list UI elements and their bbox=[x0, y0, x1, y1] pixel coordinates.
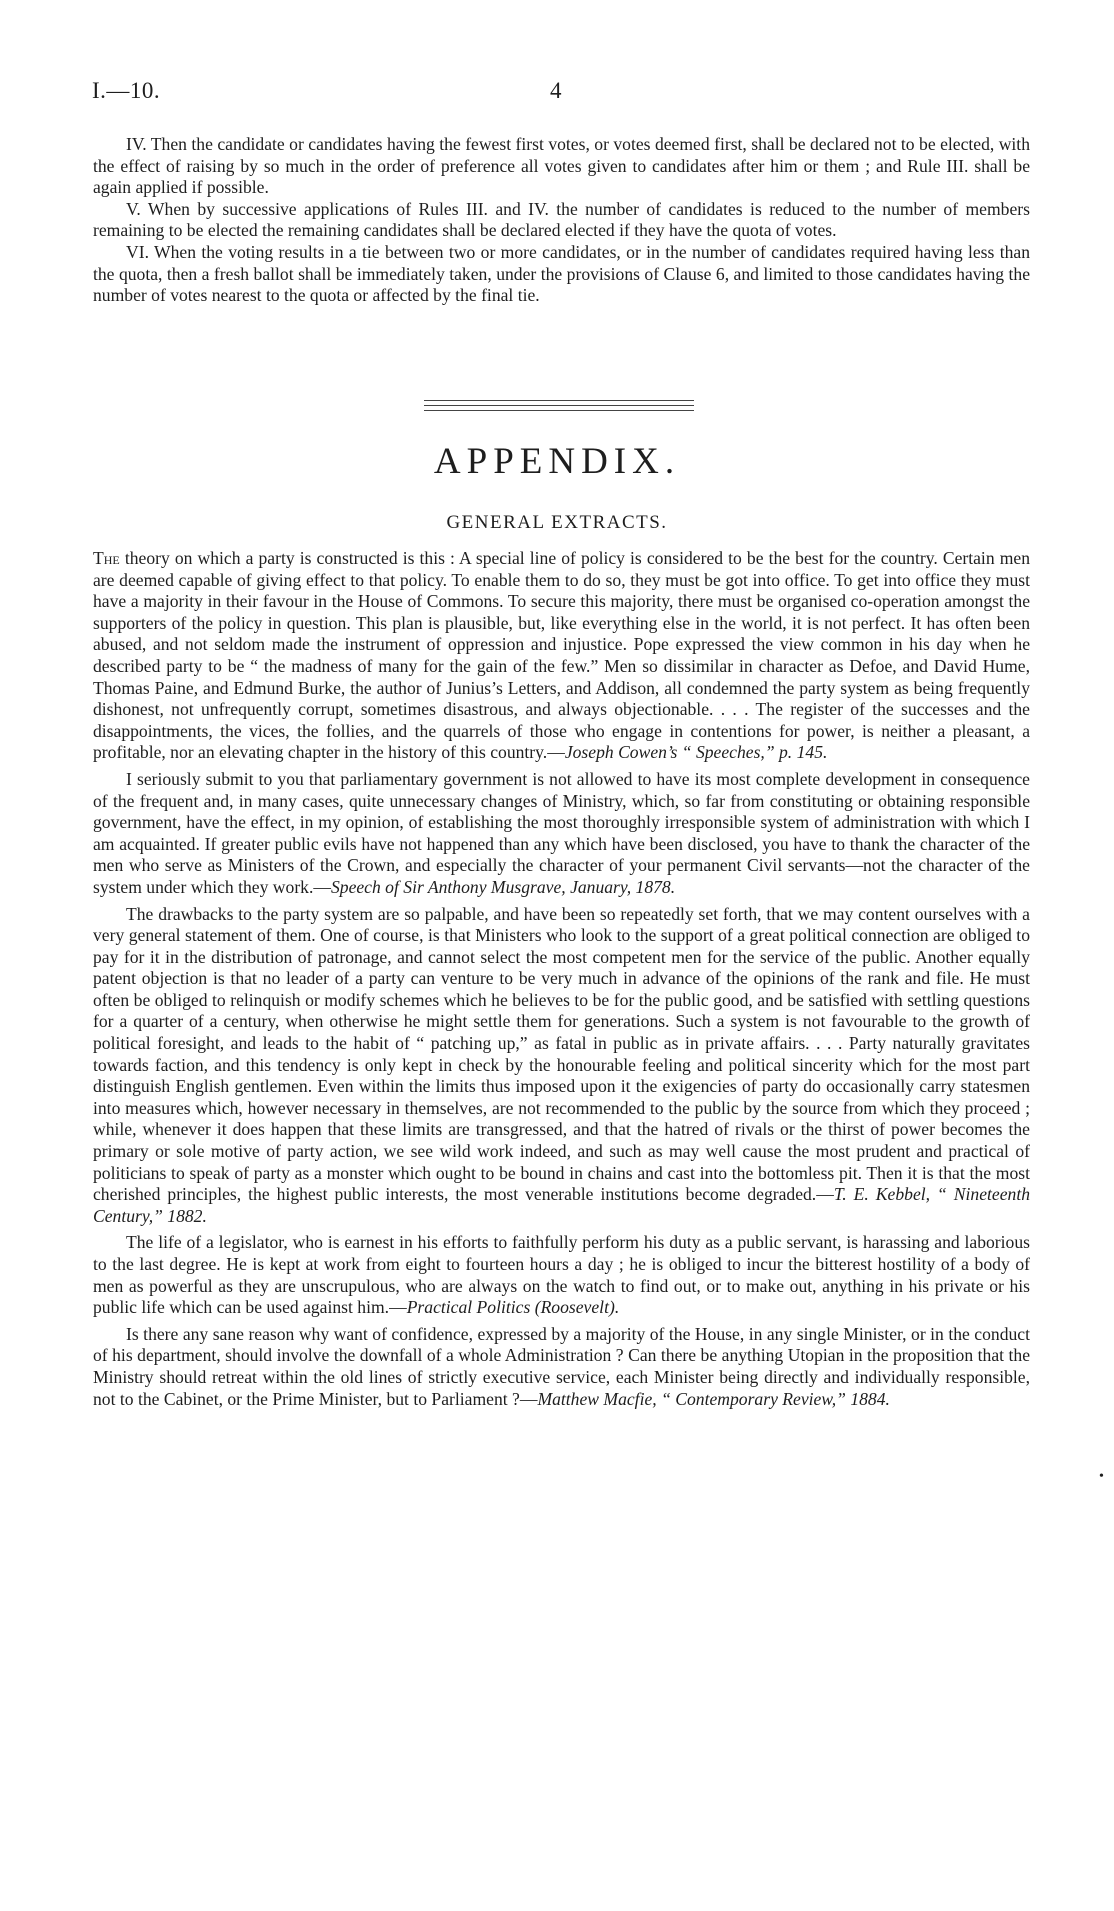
extract-citation: Joseph Cowen’s “ Speeches,” p. 145. bbox=[564, 742, 828, 763]
extract-citation: Practical Politics (Roosevelt). bbox=[406, 1297, 620, 1318]
extract-text: The drawbacks to the party system are so palpable, and have been so repeatedly set forth, that we may content ourselves with a very general statement of them. One of course, is that Ministers who look to the support of a great political connection are obliged to pay for it in the distribution of patronage, and cannot select the most competent men for the service of the public. Another equally patent objection is that no leader of a party can venture to be very much in advance of the opinions of the rank and file. He must often be obliged to relinquish or modify schemes which he believes to be for the public good, and be satisfied with settling questions for a quarter of a century, when otherwise he might settle them for generations. Such a system is not favourable to the growth of political foresight, and leads to the habit of “ patching up,” as fatal in public as in private affairs. . . . Party naturally gravitates towards faction, and this tendency is only kept in check by the honourable feeling and political sincerity which for the most part distinguish English gentlemen. Even within the limits thus imposed upon it the exigencies of party do occasionally carry statesmen into measures which, however necessary in themselves, are not recommended to the public by the source from which they proceed ; while, whenever it does happen that these limits are transgressed, and that the hatred of rivals or the thirst of power becomes the primary or sole motive of party action, we see wild work indeed, and such as may well cause the most prudent and practical of politicians to speak of party as a monster which ought to be bound in chains and cast into the bottomless pit. Then it is that the most cherished principles, the highest public interests, the most venerable institutions become degraded.— bbox=[93, 903, 1030, 1205]
extract-text: The life of a legislator, who is earnest in his efforts to faithfully perform his duty as a public servant, is harassing and laborious to the last degree. He is kept at work from eight to fourteen hours a day ; he is obliged to incur the bitterest hostility of a body of men as powerful as they are unscrupulous, who are always on the watch to find out, or to make out, anything in his private or his public life which can be used against him.— bbox=[93, 1232, 1030, 1318]
extract-paragraph bbox=[93, 1232, 1030, 1318]
rule-paragraph: V. When by successive applications of Rules III. and IV. the number of candidates is reduced to the number of members remaining to be elected the remaining candidates shall be declared elected if they have the quota of votes. bbox=[93, 198, 1030, 241]
extract-paragraph bbox=[93, 769, 1030, 899]
extract-paragraph bbox=[93, 1324, 1030, 1410]
section-divider bbox=[424, 400, 694, 411]
rule-paragraph: IV. Then the candidate or candidates having the fewest first votes, or votes deemed first, shall be declared not to be elected, with the effect of raising by so much in the order of preference all votes given to candidates after him or them ; and Rule III. shall be again applied if possible. bbox=[93, 134, 1030, 198]
extract-paragraph bbox=[93, 548, 1030, 764]
extract-citation: Speech of Sir Anthony Musgrave, January, 1878. bbox=[330, 876, 676, 897]
extract-lead-word: The bbox=[93, 548, 120, 568]
extract-text: I seriously submit to you that parliamentary government is not allowed to have its most complete development in consequence of the frequent and, in many cases, quite unnecessary changes of Ministry, which, so far from constituting or obtaining responsible government, have the effect, in my opinion, of establishing the most thoroughly irresponsible system of administration with which I am acquainted. If greater public evils have not happened than any which have been disclosed, you have to thank the character of the men who serve as Ministers of the Crown, and especially the character of your permanent Civil servants—not the character of the system under which they work.— bbox=[93, 768, 1030, 897]
rule-paragraph: VI. When the voting results in a tie between two or more candidates, or in the number of candidates required having less than the quota, then a fresh ballot shall be immediately taken, under the provisions of Clause 6, and limited to those candidates having the number of votes nearest to the quota or affected by the final tie. bbox=[93, 241, 1030, 306]
appendix-title: APPENDIX. bbox=[433, 441, 681, 482]
document-reference: I.—10. bbox=[92, 78, 161, 103]
extract-citation: T. E. Kebbel, “ Nineteenth Century,” 1882. bbox=[93, 1184, 1031, 1226]
extract-citation: Matthew Macfie, “ Contemporary Review,” 1884. bbox=[537, 1388, 890, 1409]
page-number: 4 bbox=[550, 78, 562, 103]
print-speck: • bbox=[1099, 1469, 1104, 1484]
rules-section bbox=[93, 134, 1030, 307]
extract-paragraph bbox=[93, 904, 1030, 1228]
extract-text: Is there any sane reason why want of confidence, expressed by a majority of the House, in any single Minister, or in the conduct of his department, should involve the downfall of a whole Administration ? Can there be anything Utopian in the proposition that the Ministry should retreat within the old lines of strictly executive service, each Minister being directly and individually responsible, not to the Cabinet, or the Prime Minister, but to Parliament ?— bbox=[93, 1323, 1030, 1409]
extracts-section bbox=[93, 548, 1030, 1415]
appendix-subtitle: GENERAL EXTRACTS. bbox=[446, 512, 668, 533]
extract-text: theory on which a party is constructed is this : A special line of policy is considered to be the best for the country. Certain men are deemed capable of giving effect to that policy. To enable them to do so, they must be got into office. To get into office they must have a majority in their favour in the House of Commons. To secure this majority, there must be organised co-operation amongst the supporters of the policy in question. This plan is plausible, but, like everything else in the world, it is not perfect. It has often been abused, and not seldom made the instrument of oppression and injustice. Pope expressed the view common in his day when he described party to be “ the madness of many for the gain of the few.” Men so dissimilar in character as Defoe, and David Hume, Thomas Paine, and Edmund Burke, the author of Junius’s Letters, and Addison, all condemned the party system as being frequently dishonest, not unfrequently corrupt, sometimes disastrous, and always objectionable. . . . The register of the successes and the disappointments, the vices, the follies, and the quarrels of those who engage in contentions for power, is neither a pleasant, a profitable, nor an elevating chapter in the history of this country.— bbox=[93, 548, 1030, 763]
